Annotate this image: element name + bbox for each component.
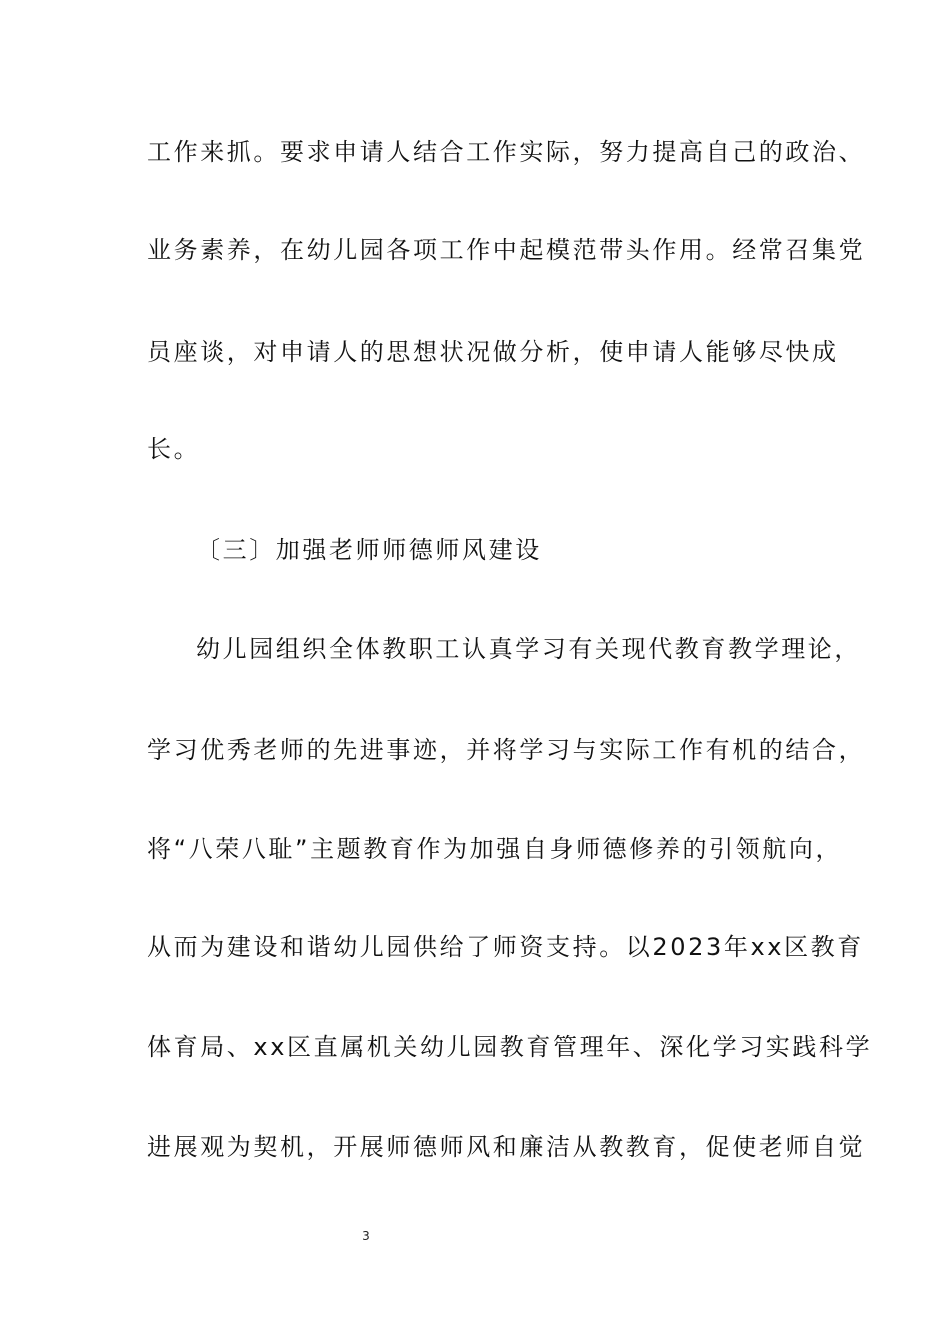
paragraph-line: 从而为建设和谐幼儿园供给了师资支持。以2023年xx区教育	[147, 933, 864, 961]
paragraph-line: 学习优秀老师的先进事迹，并将学习与实际工作有机的结合，	[147, 736, 866, 764]
paragraph-line: 体育局、xx区直属机关幼儿园教育管理年、深化学习实践科学	[147, 1033, 873, 1061]
section-heading: 〔三〕加强老师师德师风建设	[196, 536, 542, 564]
paragraph-line: 幼儿园组织全体教职工认真学习有关现代教育教学理论，	[196, 635, 861, 663]
paragraph-line: 长。	[147, 435, 201, 463]
paragraph-line: 将“八荣八耻”主题教育作为加强自身师德修养的引领航向，	[147, 835, 843, 863]
paragraph-line: 员座谈，对申请人的思想状况做分析，使申请人能够尽快成	[147, 338, 839, 366]
page-number: 3	[362, 1229, 370, 1243]
paragraph-line: 业务素养，在幼儿园各项工作中起模范带头作用。经常召集党	[147, 236, 866, 264]
paragraph-line: 工作来抓。要求申请人结合工作实际，努力提高自己的政治、	[147, 138, 866, 166]
paragraph-line: 进展观为契机，开展师德师风和廉洁从教教育，促使老师自觉	[147, 1133, 866, 1161]
